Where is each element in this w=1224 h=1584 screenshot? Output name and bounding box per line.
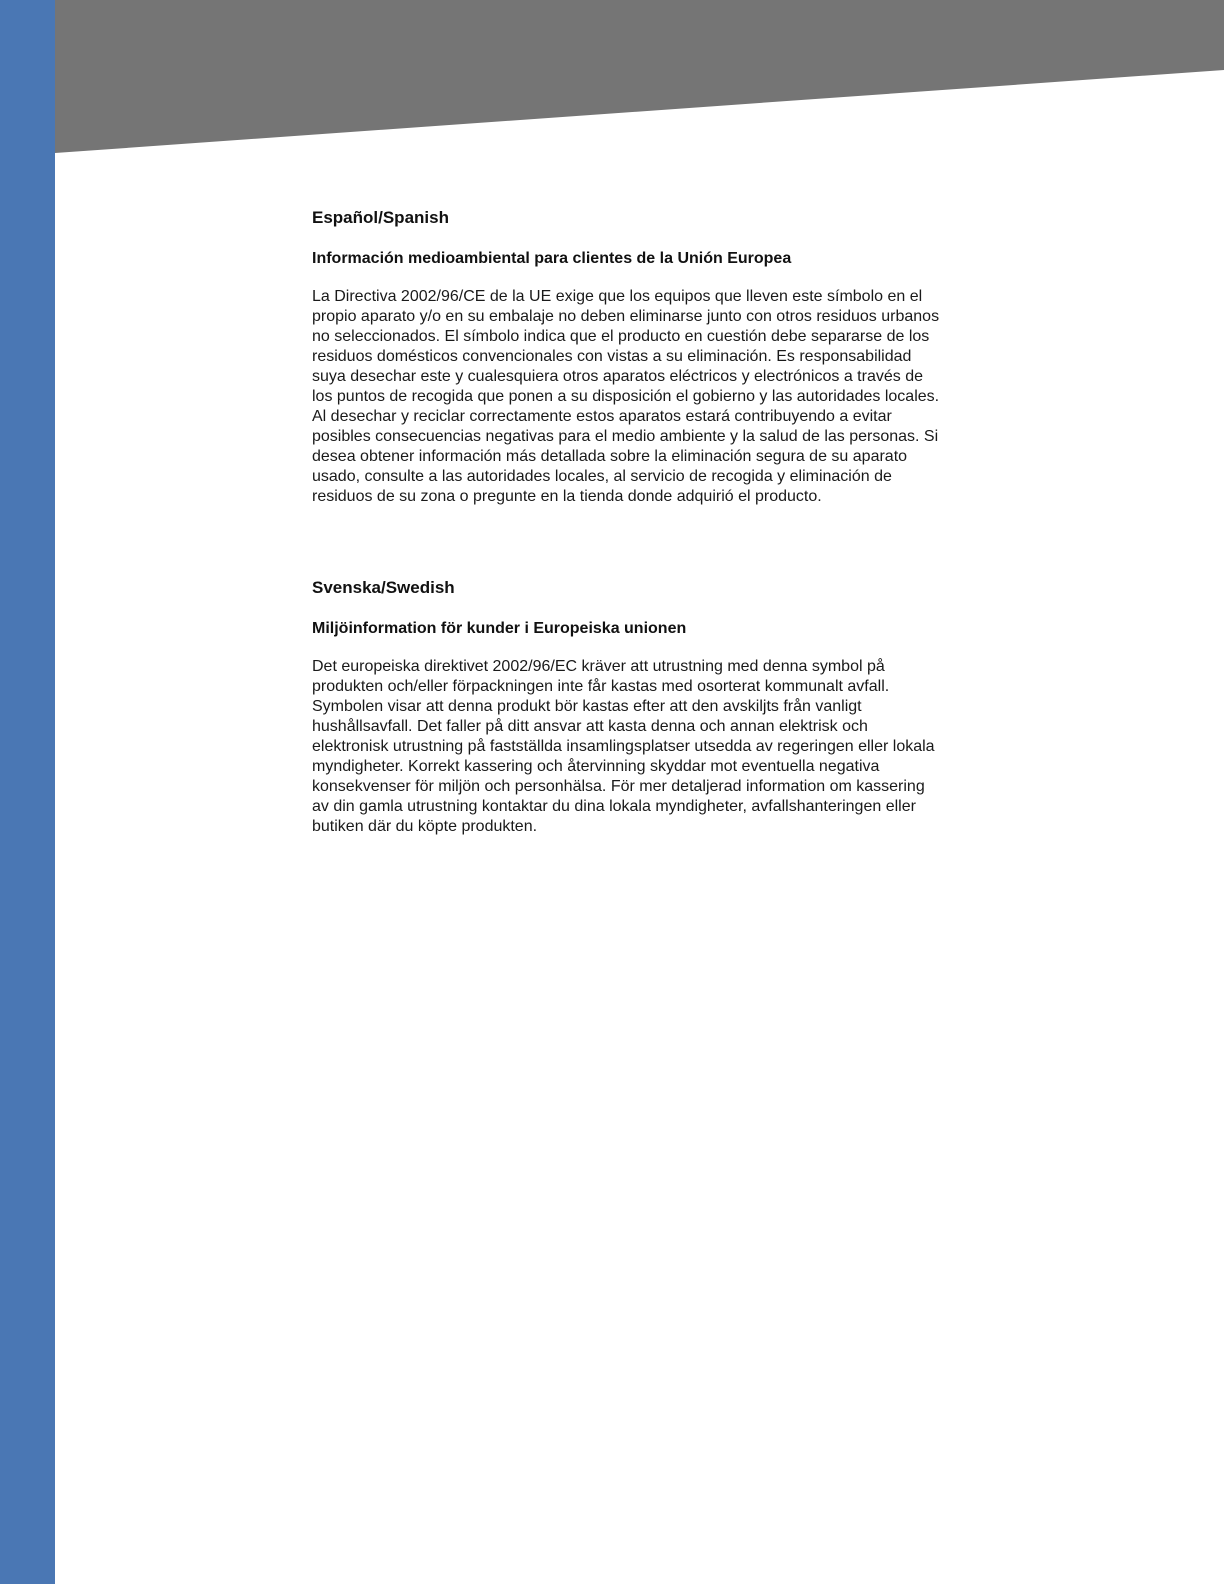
- section-title: Información medioambiental para clientes de la Unión Europea: [312, 250, 792, 267]
- section-spanish: [312, 207, 952, 507]
- section-paragraph: Det europeiska direktivet 2002/96/EC kräver att utrustning med denna symbol på produkten och/eller förpackningen inte får kastas med osorterat kommunalt avfall. Symbolen visar att denna produkt bör kastas efter att den avskiljts från vanligt hushållsavfall. Det faller på ditt ansvar att kasta denna och annan elektrisk och elektronisk utrustning på fastställda insamlingsplatser utsedda av regeringen eller lokala myndigheter. Korrekt kassering och återvinning skyddar mot eventuella negativa konsekvenser för miljön och personhälsa. För mer detaljerad information om kassering av din gamla utrustning kontaktar du dina lokala myndigheter, avfallshanteringen eller butiken där du köpte produkten.: [312, 658, 935, 835]
- header-band: [55, 0, 1224, 160]
- section-title: Miljöinformation för kunder i Europeiska unionen: [312, 620, 687, 637]
- document-body: [312, 207, 952, 837]
- header-shape: [55, 0, 1224, 160]
- section-swedish: [312, 577, 952, 837]
- side-accent-bar: [0, 0, 55, 1584]
- section-paragraph: La Directiva 2002/96/CE de la UE exige que los equipos que lleven este símbolo en el propio aparato y/o en su embalaje no deben eliminarse junto con otros residuos urbanos no seleccionados. El símbolo indica que el producto en cuestión debe separarse de los residuos domésticos convencionales con vistas a su eliminación. Es responsabilidad suya desechar este y cualesquiera otros aparatos eléctricos y electrónicos a través de los puntos de recogida que ponen a su disposición el gobierno y las autoridades locales. Al desechar y reciclar correctamente estos aparatos estará contribuyendo a evitar posibles consecuencias negativas para el medio ambiente y la salud de las personas. Si desea obtener información más detallada sobre la eliminación segura de su aparato usado, consulte a las autoridades locales, al servicio de recogida y eliminación de residuos de su zona o pregunte en la tienda donde adquirió el producto.: [312, 288, 940, 505]
- language-heading: Svenska/Swedish: [312, 578, 455, 597]
- language-heading: Español/Spanish: [312, 208, 449, 227]
